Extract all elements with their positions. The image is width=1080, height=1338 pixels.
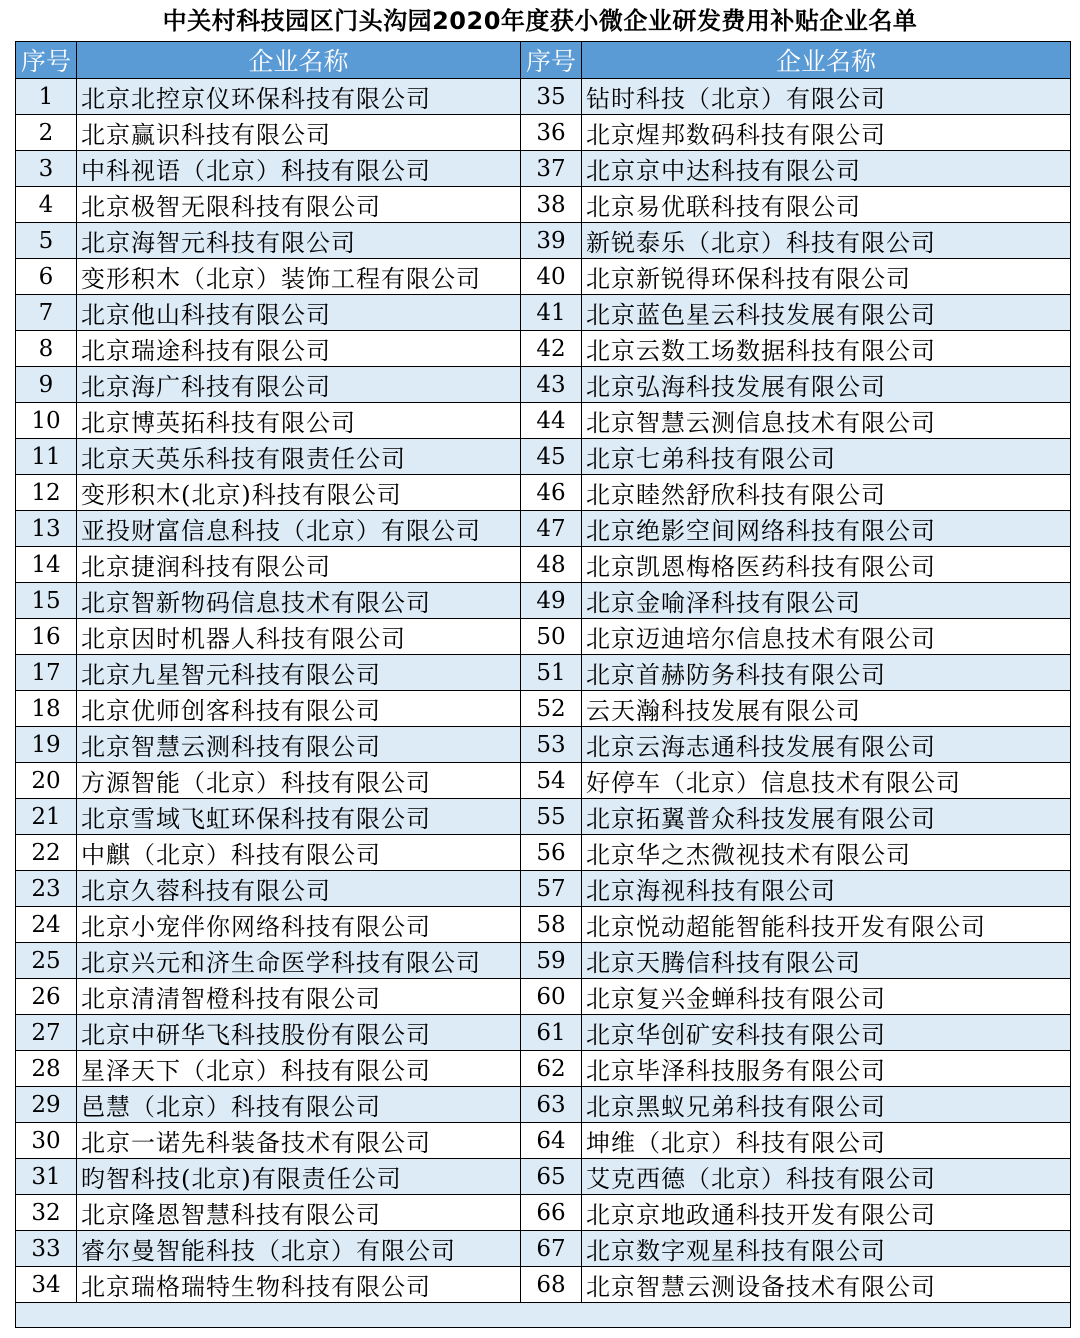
seq-number-left: 22	[16, 835, 77, 871]
table-row	[16, 79, 1071, 115]
company-name-left: 变形积木(北京)科技有限公司	[77, 475, 521, 511]
seq-number-left: 8	[16, 331, 77, 367]
company-name-left: 变形积木（北京）装饰工程有限公司	[77, 259, 521, 295]
table-row	[16, 367, 1071, 403]
seq-number-left: 26	[16, 979, 77, 1015]
table-row	[16, 907, 1071, 943]
table-row	[16, 1015, 1071, 1051]
seq-number-right: 53	[521, 727, 582, 763]
company-name-right: 北京金喻泽科技有限公司	[582, 583, 1071, 619]
table-row	[16, 583, 1071, 619]
company-name-left: 北京一诺先科装备技术有限公司	[77, 1123, 521, 1159]
company-name-left: 北京他山科技有限公司	[77, 295, 521, 331]
company-name-right: 北京京中达科技有限公司	[582, 151, 1071, 187]
seq-number-left: 5	[16, 223, 77, 259]
company-name-left: 北京兴元和济生命医学科技有限公司	[77, 943, 521, 979]
company-name-left: 北京捷润科技有限公司	[77, 547, 521, 583]
seq-number-left: 29	[16, 1087, 77, 1123]
seq-number-right: 39	[521, 223, 582, 259]
seq-number-left: 23	[16, 871, 77, 907]
table-row	[16, 1267, 1071, 1303]
seq-number-right: 36	[521, 115, 582, 151]
table-row	[16, 295, 1071, 331]
company-name-left: 北京小宠伴你网络科技有限公司	[77, 907, 521, 943]
table-row	[16, 835, 1071, 871]
company-name-left: 北京雪域飞虹环保科技有限公司	[77, 799, 521, 835]
table-row	[16, 619, 1071, 655]
seq-number-right: 56	[521, 835, 582, 871]
table-row	[16, 259, 1071, 295]
company-name-left: 北京清清智橙科技有限公司	[77, 979, 521, 1015]
company-name-right: 北京迈迪培尔信息技术有限公司	[582, 619, 1071, 655]
company-name-right: 好停车（北京）信息技术有限公司	[582, 763, 1071, 799]
company-name-right: 云天瀚科技发展有限公司	[582, 691, 1071, 727]
table-row	[16, 223, 1071, 259]
seq-number-left: 19	[16, 727, 77, 763]
seq-number-left: 9	[16, 367, 77, 403]
table-body	[16, 79, 1071, 1328]
company-name-right: 坤维（北京）科技有限公司	[582, 1123, 1071, 1159]
seq-number-left: 14	[16, 547, 77, 583]
table-row	[16, 943, 1071, 979]
seq-number-left: 33	[16, 1231, 77, 1267]
seq-number-right: 64	[521, 1123, 582, 1159]
seq-number-left: 31	[16, 1159, 77, 1195]
seq-number-right: 44	[521, 403, 582, 439]
company-name-right: 北京新锐得环保科技有限公司	[582, 259, 1071, 295]
company-name-right: 北京七弟科技有限公司	[582, 439, 1071, 475]
seq-number-left: 2	[16, 115, 77, 151]
seq-number-right: 60	[521, 979, 582, 1015]
company-name-right: 北京海视科技有限公司	[582, 871, 1071, 907]
seq-number-right: 68	[521, 1267, 582, 1303]
company-name-left: 北京九星智元科技有限公司	[77, 655, 521, 691]
company-name-right: 北京蓝色星云科技发展有限公司	[582, 295, 1071, 331]
seq-number-left: 3	[16, 151, 77, 187]
seq-number-left: 24	[16, 907, 77, 943]
seq-number-left: 25	[16, 943, 77, 979]
company-name-right: 北京弘海科技发展有限公司	[582, 367, 1071, 403]
company-name-left: 北京瑞途科技有限公司	[77, 331, 521, 367]
company-name-right: 北京天腾信科技有限公司	[582, 943, 1071, 979]
table-row	[16, 547, 1071, 583]
document-title: 中关村科技园区门头沟园2020年度获小微企业研发费用补贴企业名单	[162, 7, 918, 35]
seq-number-right: 55	[521, 799, 582, 835]
header-row	[16, 42, 1071, 79]
company-name-left: 邑慧（北京）科技有限公司	[77, 1087, 521, 1123]
seq-number-right: 46	[521, 475, 582, 511]
company-name-right: 北京睦然舒欣科技有限公司	[582, 475, 1071, 511]
company-name-right: 北京京地政通科技开发有限公司	[582, 1195, 1071, 1231]
seq-number-right: 50	[521, 619, 582, 655]
table-row	[16, 871, 1071, 907]
seq-number-right: 37	[521, 151, 582, 187]
header-seq-right: 序号	[521, 42, 582, 79]
seq-number-left: 13	[16, 511, 77, 547]
company-name-left: 北京海广科技有限公司	[77, 367, 521, 403]
seq-number-left: 20	[16, 763, 77, 799]
company-name-left: 北京智慧云测科技有限公司	[77, 727, 521, 763]
company-name-right: 北京智慧云测信息技术有限公司	[582, 403, 1071, 439]
seq-number-right: 45	[521, 439, 582, 475]
table-row	[16, 187, 1071, 223]
company-name-right: 北京悦动超能智能科技开发有限公司	[582, 907, 1071, 943]
seq-number-left: 28	[16, 1051, 77, 1087]
seq-number-right: 65	[521, 1159, 582, 1195]
company-name-left: 北京北控京仪环保科技有限公司	[77, 79, 521, 115]
table-row	[16, 475, 1071, 511]
table-row	[16, 691, 1071, 727]
seq-number-left: 30	[16, 1123, 77, 1159]
table-row	[16, 439, 1071, 475]
table-row	[16, 763, 1071, 799]
seq-number-left: 7	[16, 295, 77, 331]
seq-number-right: 49	[521, 583, 582, 619]
seq-number-right: 59	[521, 943, 582, 979]
seq-number-right: 62	[521, 1051, 582, 1087]
table-footer-row	[16, 1303, 1071, 1328]
company-name-left: 北京隆恩智慧科技有限公司	[77, 1195, 521, 1231]
company-name-left: 北京博英拓科技有限公司	[77, 403, 521, 439]
seq-number-right: 66	[521, 1195, 582, 1231]
table-row	[16, 1195, 1071, 1231]
table-row	[16, 1159, 1071, 1195]
seq-number-left: 27	[16, 1015, 77, 1051]
seq-number-right: 54	[521, 763, 582, 799]
company-name-left: 方源智能（北京）科技有限公司	[77, 763, 521, 799]
company-name-left: 北京极智无限科技有限公司	[77, 187, 521, 223]
table-row	[16, 1087, 1071, 1123]
company-name-left: 中科视语（北京）科技有限公司	[77, 151, 521, 187]
seq-number-right: 63	[521, 1087, 582, 1123]
seq-number-left: 34	[16, 1267, 77, 1303]
company-name-right: 北京易优联科技有限公司	[582, 187, 1071, 223]
company-name-right: 钻时科技（北京）有限公司	[582, 79, 1071, 115]
table-row	[16, 1051, 1071, 1087]
company-name-right: 北京首赫防务科技有限公司	[582, 655, 1071, 691]
seq-number-right: 38	[521, 187, 582, 223]
company-name-right: 北京云海志通科技发展有限公司	[582, 727, 1071, 763]
seq-number-left: 1	[16, 79, 77, 115]
company-name-right: 北京黑蚁兄弟科技有限公司	[582, 1087, 1071, 1123]
seq-number-left: 17	[16, 655, 77, 691]
table-row	[16, 727, 1071, 763]
seq-number-left: 6	[16, 259, 77, 295]
seq-number-right: 47	[521, 511, 582, 547]
company-name-right: 北京复兴金蝉科技有限公司	[582, 979, 1071, 1015]
company-name-left: 北京优师创客科技有限公司	[77, 691, 521, 727]
company-name-right: 北京煋邦数码科技有限公司	[582, 115, 1071, 151]
company-name-left: 星泽天下（北京）科技有限公司	[77, 1051, 521, 1087]
company-name-left: 昀智科技(北京)有限责任公司	[77, 1159, 521, 1195]
company-name-left: 北京瑞格瑞特生物科技有限公司	[77, 1267, 521, 1303]
company-list-table	[15, 41, 1071, 1328]
table-row	[16, 403, 1071, 439]
header-name-right: 企业名称	[582, 42, 1071, 79]
seq-number-right: 57	[521, 871, 582, 907]
seq-number-right: 52	[521, 691, 582, 727]
table-row	[16, 331, 1071, 367]
seq-number-left: 32	[16, 1195, 77, 1231]
table-row	[16, 1123, 1071, 1159]
company-name-right: 北京数字观星科技有限公司	[582, 1231, 1071, 1267]
company-name-left: 北京因时机器人科技有限公司	[77, 619, 521, 655]
company-name-right: 北京智慧云测设备技术有限公司	[582, 1267, 1071, 1303]
seq-number-right: 40	[521, 259, 582, 295]
seq-number-right: 35	[521, 79, 582, 115]
company-name-right: 北京绝影空间网络科技有限公司	[582, 511, 1071, 547]
company-name-left: 北京天英乐科技有限责任公司	[77, 439, 521, 475]
seq-number-left: 12	[16, 475, 77, 511]
seq-number-right: 58	[521, 907, 582, 943]
company-name-right: 新锐泰乐（北京）科技有限公司	[582, 223, 1071, 259]
company-name-left: 北京中研华飞科技股份有限公司	[77, 1015, 521, 1051]
seq-number-left: 15	[16, 583, 77, 619]
table-row	[16, 799, 1071, 835]
table-row	[16, 655, 1071, 691]
seq-number-left: 11	[16, 439, 77, 475]
company-name-left: 睿尔曼智能科技（北京）有限公司	[77, 1231, 521, 1267]
company-name-right: 北京云数工场数据科技有限公司	[582, 331, 1071, 367]
table-row	[16, 1231, 1071, 1267]
company-name-right: 北京拓翼普众科技发展有限公司	[582, 799, 1071, 835]
company-name-left: 北京智新物码信息技术有限公司	[77, 583, 521, 619]
company-name-left: 北京赢识科技有限公司	[77, 115, 521, 151]
seq-number-right: 67	[521, 1231, 582, 1267]
header-seq-left: 序号	[16, 42, 77, 79]
company-name-left: 亚投财富信息科技（北京）有限公司	[77, 511, 521, 547]
table-row	[16, 511, 1071, 547]
company-name-left: 北京海智元科技有限公司	[77, 223, 521, 259]
seq-number-right: 48	[521, 547, 582, 583]
table-row	[16, 115, 1071, 151]
seq-number-left: 16	[16, 619, 77, 655]
table-row	[16, 151, 1071, 187]
company-name-right: 艾克西德（北京）科技有限公司	[582, 1159, 1071, 1195]
company-name-right: 北京凯恩梅格医药科技有限公司	[582, 547, 1071, 583]
seq-number-left: 21	[16, 799, 77, 835]
seq-number-right: 43	[521, 367, 582, 403]
seq-number-left: 18	[16, 691, 77, 727]
company-name-right: 北京华创矿安科技有限公司	[582, 1015, 1071, 1051]
header-name-left: 企业名称	[77, 42, 521, 79]
company-name-left: 北京久蓉科技有限公司	[77, 871, 521, 907]
table-row	[16, 979, 1071, 1015]
company-name-right: 北京毕泽科技服务有限公司	[582, 1051, 1071, 1087]
seq-number-right: 61	[521, 1015, 582, 1051]
seq-number-right: 41	[521, 295, 582, 331]
seq-number-right: 42	[521, 331, 582, 367]
seq-number-left: 10	[16, 403, 77, 439]
seq-number-left: 4	[16, 187, 77, 223]
company-name-right: 北京华之杰微视技术有限公司	[582, 835, 1071, 871]
table-footer-cell	[16, 1303, 1071, 1328]
company-name-left: 中麒（北京）科技有限公司	[77, 835, 521, 871]
seq-number-right: 51	[521, 655, 582, 691]
